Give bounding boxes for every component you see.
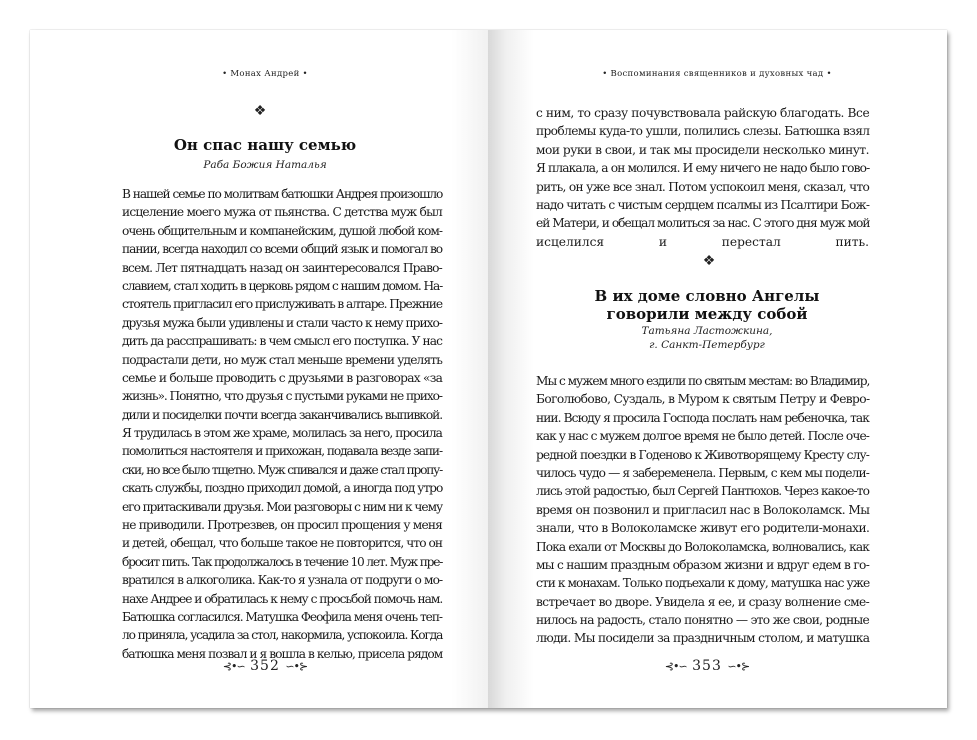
text-line: нии. Всюду я просила Господа послать нам ребеночка, так [536, 410, 869, 425]
text-line: редной поездки в Годеново к Животворящему Кресту слу- [536, 447, 869, 462]
text-line: исцеление моего мужа от пьянства. С детства муж был [122, 205, 442, 220]
text-line: Я плакала, а он молился. И ему ничего не надо было гово- [536, 161, 870, 176]
text-line: скать службы, поздно приходил домой, а иногда под утро [122, 481, 443, 496]
body-text-left [122, 185, 442, 663]
text-line: ей Матери, и обещал молиться за нас. С этого дня муж мой [536, 216, 870, 231]
text-line: помолиться настоятеля и прихожан, подавала везде запи- [122, 444, 442, 459]
text-line: жизнь». Понятно, что друзья с пустыми руками не прихо- [122, 389, 442, 404]
text-line: надо читать с чистым сердцем псалмы из Псалтири Бож- [536, 197, 870, 212]
text-line: стоятель пригласил его прислуживать в алтаре. Прежние [122, 297, 442, 312]
text-line: нахе Андрее и обратилась к нему с просьбой помочь нам. [122, 591, 443, 606]
text-line: и детей, обещал, что больше такое не повторится, что он [122, 536, 443, 551]
text-line: славием, стал ходить в церковь рядом с нашим домом. На- [122, 278, 443, 293]
body-text-continuation [536, 104, 869, 251]
page-number-right [488, 658, 936, 674]
text-line: Я трудилась в этом же храме, молилась за него, просила [122, 426, 442, 441]
text-line: лись этой радостью, был Сергей Пантюхов. Через какое-то [536, 484, 869, 499]
text-line: мои руки в свои, и так мы просидели несколько минут. [536, 142, 870, 157]
text-line: время он позвонил и пригласил нас в Волоколамск. Мы [536, 502, 870, 517]
author-line-1: Татьяна Ластожкина, [641, 325, 773, 337]
text-line: исцелился и перестал пить. [536, 234, 869, 249]
flourish-right-icon: ∽•⊱ [285, 660, 308, 673]
flourish-left-icon: ⊰•∽ [222, 660, 245, 673]
text-line: нилось на радость, стало понятно — это же свои, родные [536, 613, 869, 628]
text-line: Батюшка согласился. Матушка Феофила меня очень теп- [122, 609, 442, 624]
book-spread [30, 30, 947, 708]
text-line: В нашей семье по молитвам батюшки Андрея произошло [122, 187, 443, 201]
page-number-left [36, 658, 488, 674]
text-line: сти к монахам. Только подъехали к дому, матушка нас уже [536, 576, 870, 591]
flourish-left-icon: ⊰•∽ [664, 660, 687, 673]
text-line: как у нас с мужем долгое время не было детей. После оче- [536, 429, 870, 444]
text-line: друзья мужа были удивлены и стали часто к нему прихо- [122, 315, 442, 330]
text-line: бросит пить. Так продолжалось в течение 10 лет. Муж пре- [122, 554, 443, 569]
text-line: рить, он уже все знал. Потом успокоил меня, сказал, что [536, 179, 870, 194]
title-line-2: говорили между собой [606, 305, 808, 323]
text-line: очень общительным и компанейским, душой любой ком- [122, 223, 442, 238]
author-line-2: г. Санкт-Петербург [649, 339, 765, 351]
text-line: мы с нашим праздным образом жизни и вдруг едем в го- [536, 557, 870, 572]
text-line: подрастали дети, но муж стал меньше времени уделять [122, 352, 442, 367]
running-head-left: • Монах Андрей • [222, 69, 308, 79]
title-line-1: В их доме словно Ангелы [594, 287, 820, 305]
text-line: дили и посиделки почти всегда заканчивались выпивкой. [122, 407, 443, 422]
chapter-title-left: Он спас нашу семью [173, 136, 357, 154]
text-line: встречает во дворе. Увидела я ее, и сразу волнение сме- [536, 594, 870, 609]
ornament-icon: ❖ [253, 103, 267, 119]
author-left: Раба Божия Наталья [203, 159, 327, 171]
text-line: всем. Лет пятнадцать назад он заинтересовался Право- [122, 260, 442, 275]
text-line: дить да расспрашивать: в чем смысл его поступка. У нас [122, 334, 442, 349]
right-page [488, 30, 946, 708]
text-line: не приводили. Протрезвев, он просил прощения у меня [122, 518, 442, 533]
text-line: Боголюбово, Суздаль, в Муром к святым Петру и Февро- [536, 392, 870, 407]
text-line: ло приняла, усадила за стол, накормила, успокоила. Когда [122, 628, 443, 643]
ornament-icon: ❖ [702, 253, 716, 269]
body-text-right [536, 372, 869, 648]
text-line: люди. Мы посидели за праздничным столом, и матушка [536, 631, 870, 646]
text-line: его притаскивали друзья. Мои разговоры с ним ни к чему [122, 499, 443, 514]
text-line: знали, что в Волоколамске живут его родители-монахи. [536, 521, 870, 536]
text-line: пании, всегда находил со всеми общий язык и помогал во [122, 242, 443, 257]
chapter-title-right [488, 287, 926, 323]
author-right [488, 324, 926, 352]
text-line: батюшка меня позвал и я вошла в келью, присела рядом [122, 646, 443, 661]
text-line: Пока ехали от Москвы до Волоколамска, волновались, как [536, 539, 869, 554]
text-line: семье и больше проводить с друзьями в разговорах «за [122, 370, 443, 385]
text-line: с ним, то сразу почувствовала райскую благодать. Все [536, 106, 870, 120]
left-page [30, 30, 488, 708]
text-line: Мы с мужем много ездили по святым местам: во Владимир, [536, 374, 870, 388]
text-line: чилось чудо — я забеременела. Первым, с кем мы подели- [536, 465, 869, 480]
page-number-353: 353 [692, 658, 722, 674]
running-head-right: • Воспоминания священников и духовных чад • [602, 69, 832, 79]
text-line: вратился в алкоголика. Как-то я узнала от подруги о мо- [122, 573, 443, 588]
page-number-352: 352 [250, 658, 280, 674]
text-line: проблемы куда-то ушли, полились слезы. Батюшка взял [536, 124, 870, 139]
flourish-right-icon: ∽•⊱ [727, 660, 750, 673]
text-line: ски, но все было тщетно. Муж спивался и даже стал пропу- [122, 462, 442, 477]
